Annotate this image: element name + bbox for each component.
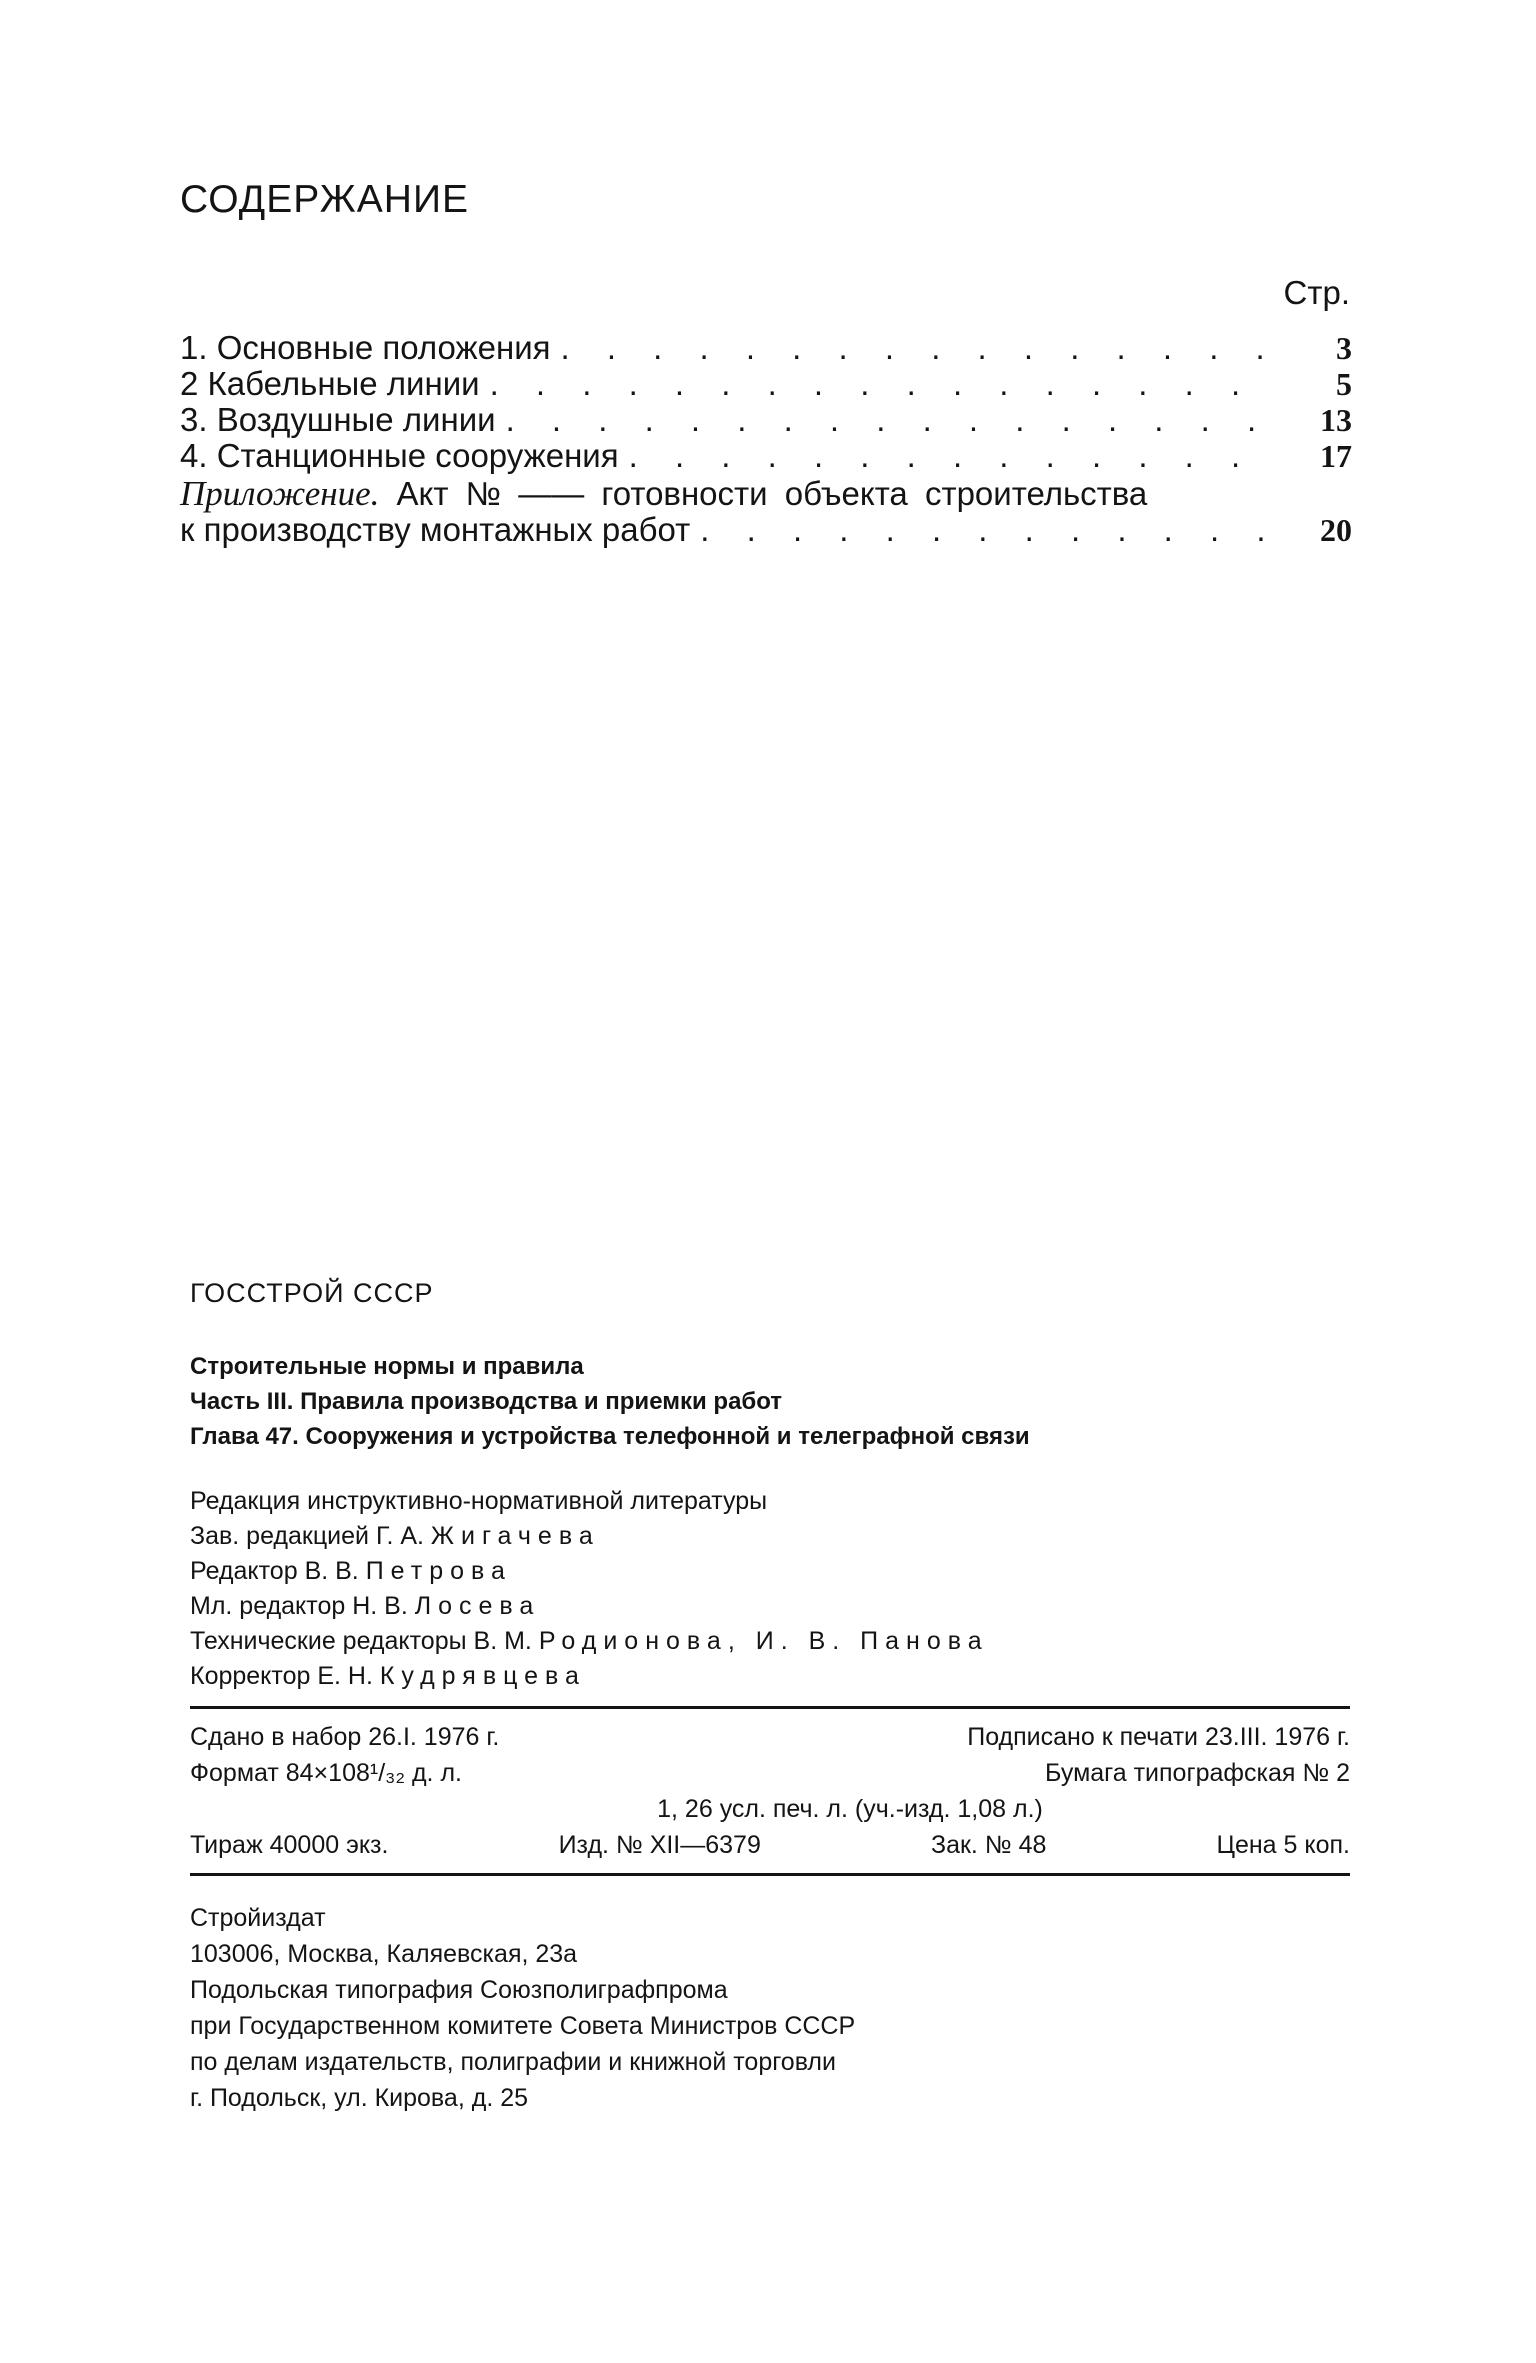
credit-line — [190, 1484, 1350, 1519]
appendix-title-line2: к производству монтажных работ — [180, 511, 691, 548]
leader-dots — [700, 512, 1280, 548]
credit-name: Петрова — [365, 1557, 512, 1585]
pub-row — [190, 1791, 1350, 1827]
toc-item-label: 2 Кабельные линии — [180, 365, 480, 402]
toc-item[interactable] — [180, 402, 1352, 438]
publisher-address: 103006, Москва, Каляевская, 23а — [190, 1940, 578, 1968]
printer-name: Подольская типография Союзполиграфпрома — [190, 1976, 728, 2004]
credit-role: Редакция инструктивно-нормативной литературы — [190, 1487, 768, 1515]
publication-details — [190, 1709, 1350, 1873]
toc-item-page: 20 — [1320, 512, 1352, 548]
credit-line — [190, 1554, 1350, 1589]
toc-item-page: 17 — [1320, 438, 1352, 474]
typeset-date: Сдано в набор 26.I. 1976 г. — [190, 1723, 500, 1751]
book-series: Строительные нормы и правила — [190, 1353, 584, 1380]
toc-appendix-line2[interactable] — [180, 512, 1352, 548]
pub-row — [190, 1755, 1350, 1791]
credit-line — [190, 1624, 1350, 1659]
credit-line — [190, 1519, 1350, 1554]
credit-name: Лосева — [414, 1592, 541, 1620]
organization: ГОССТРОЙ СССР — [190, 1278, 434, 1308]
appendix-title-line1: Акт № —— готовности объекта строительства — [396, 475, 1148, 512]
printer-affiliation: при Государственном комитете Совета Министров СССР — [190, 2012, 856, 2040]
toc-item-page: 3 — [1336, 330, 1352, 366]
credit-role: Редактор В. В. — [190, 1557, 359, 1585]
sheets: 1, 26 усл. печ. л. (уч.-изд. 1,08 л.) — [657, 1795, 1043, 1823]
appendix-prefix: Приложение. — [180, 474, 380, 513]
price: Цена 5 коп. — [1216, 1831, 1350, 1859]
book-chapter: Глава 47. Сооружения и устройства телефонной и телеграфной связи — [190, 1423, 1030, 1450]
printer-affiliation-2: по делам издательств, полиграфии и книжной торговли — [190, 2048, 836, 2076]
toc-item-label: 1. Основные положения — [180, 329, 551, 366]
toc-appendix-line1[interactable] — [180, 474, 1352, 512]
credit-line — [190, 1589, 1350, 1624]
publisher-name: Стройиздат — [190, 1904, 326, 1932]
toc-appendix-text — [180, 476, 1147, 512]
signed-date: Подписано к печати 23.III. 1976 г. — [967, 1723, 1350, 1751]
pub-row — [190, 1827, 1350, 1863]
leader-dots — [561, 330, 1281, 366]
publisher-info — [190, 1900, 1350, 2116]
toc-item[interactable] — [180, 366, 1352, 402]
toc-title: СОДЕРЖАНИЕ — [180, 178, 470, 221]
format: Формат 84×108¹/₃₂ д. л. — [190, 1759, 462, 1787]
toc-item[interactable] — [180, 438, 1352, 474]
edition-number: Изд. № XII—6379 — [558, 1831, 761, 1859]
toc-item-page: 13 — [1320, 402, 1352, 438]
toc-item-label: 3. Воздушные линии — [180, 401, 496, 438]
divider — [190, 1873, 1350, 1876]
pub-row — [190, 1719, 1350, 1755]
credit-name: Кудрявцева — [379, 1662, 586, 1690]
credit-line — [190, 1659, 1350, 1694]
toc-item-page: 5 — [1336, 366, 1352, 402]
order-number: Зак. № 48 — [930, 1831, 1047, 1859]
paper: Бумага типографская № 2 — [1045, 1759, 1350, 1787]
leader-dots — [490, 366, 1280, 402]
credits — [190, 1484, 1350, 1694]
credit-name: Жигачева — [430, 1522, 600, 1550]
book-part: Часть III. Правила производства и приемки работ — [190, 1388, 783, 1415]
page-column-header: Стр. — [1283, 274, 1350, 311]
toc-item[interactable] — [180, 330, 1352, 366]
toc-list — [180, 330, 1352, 548]
toc-item-label: 4. Станционные сооружения — [180, 437, 619, 474]
book-titles — [190, 1349, 1350, 1454]
credit-role: Мл. редактор Н. В. — [190, 1592, 408, 1620]
credit-role: Технические редакторы В. М. — [190, 1627, 532, 1655]
credit-name: Родионова, И. В. Панова — [538, 1627, 989, 1655]
print-run: Тираж 40000 экз. — [190, 1831, 389, 1859]
leader-dots — [506, 402, 1280, 438]
printer-address: г. Подольск, ул. Кирова, д. 25 — [190, 2084, 529, 2112]
imprint-block — [190, 1278, 1350, 2116]
leader-dots — [629, 438, 1280, 474]
credit-role: Зав. редакцией Г. А. — [190, 1522, 424, 1550]
credit-role: Корректор Е. Н. — [190, 1662, 373, 1690]
